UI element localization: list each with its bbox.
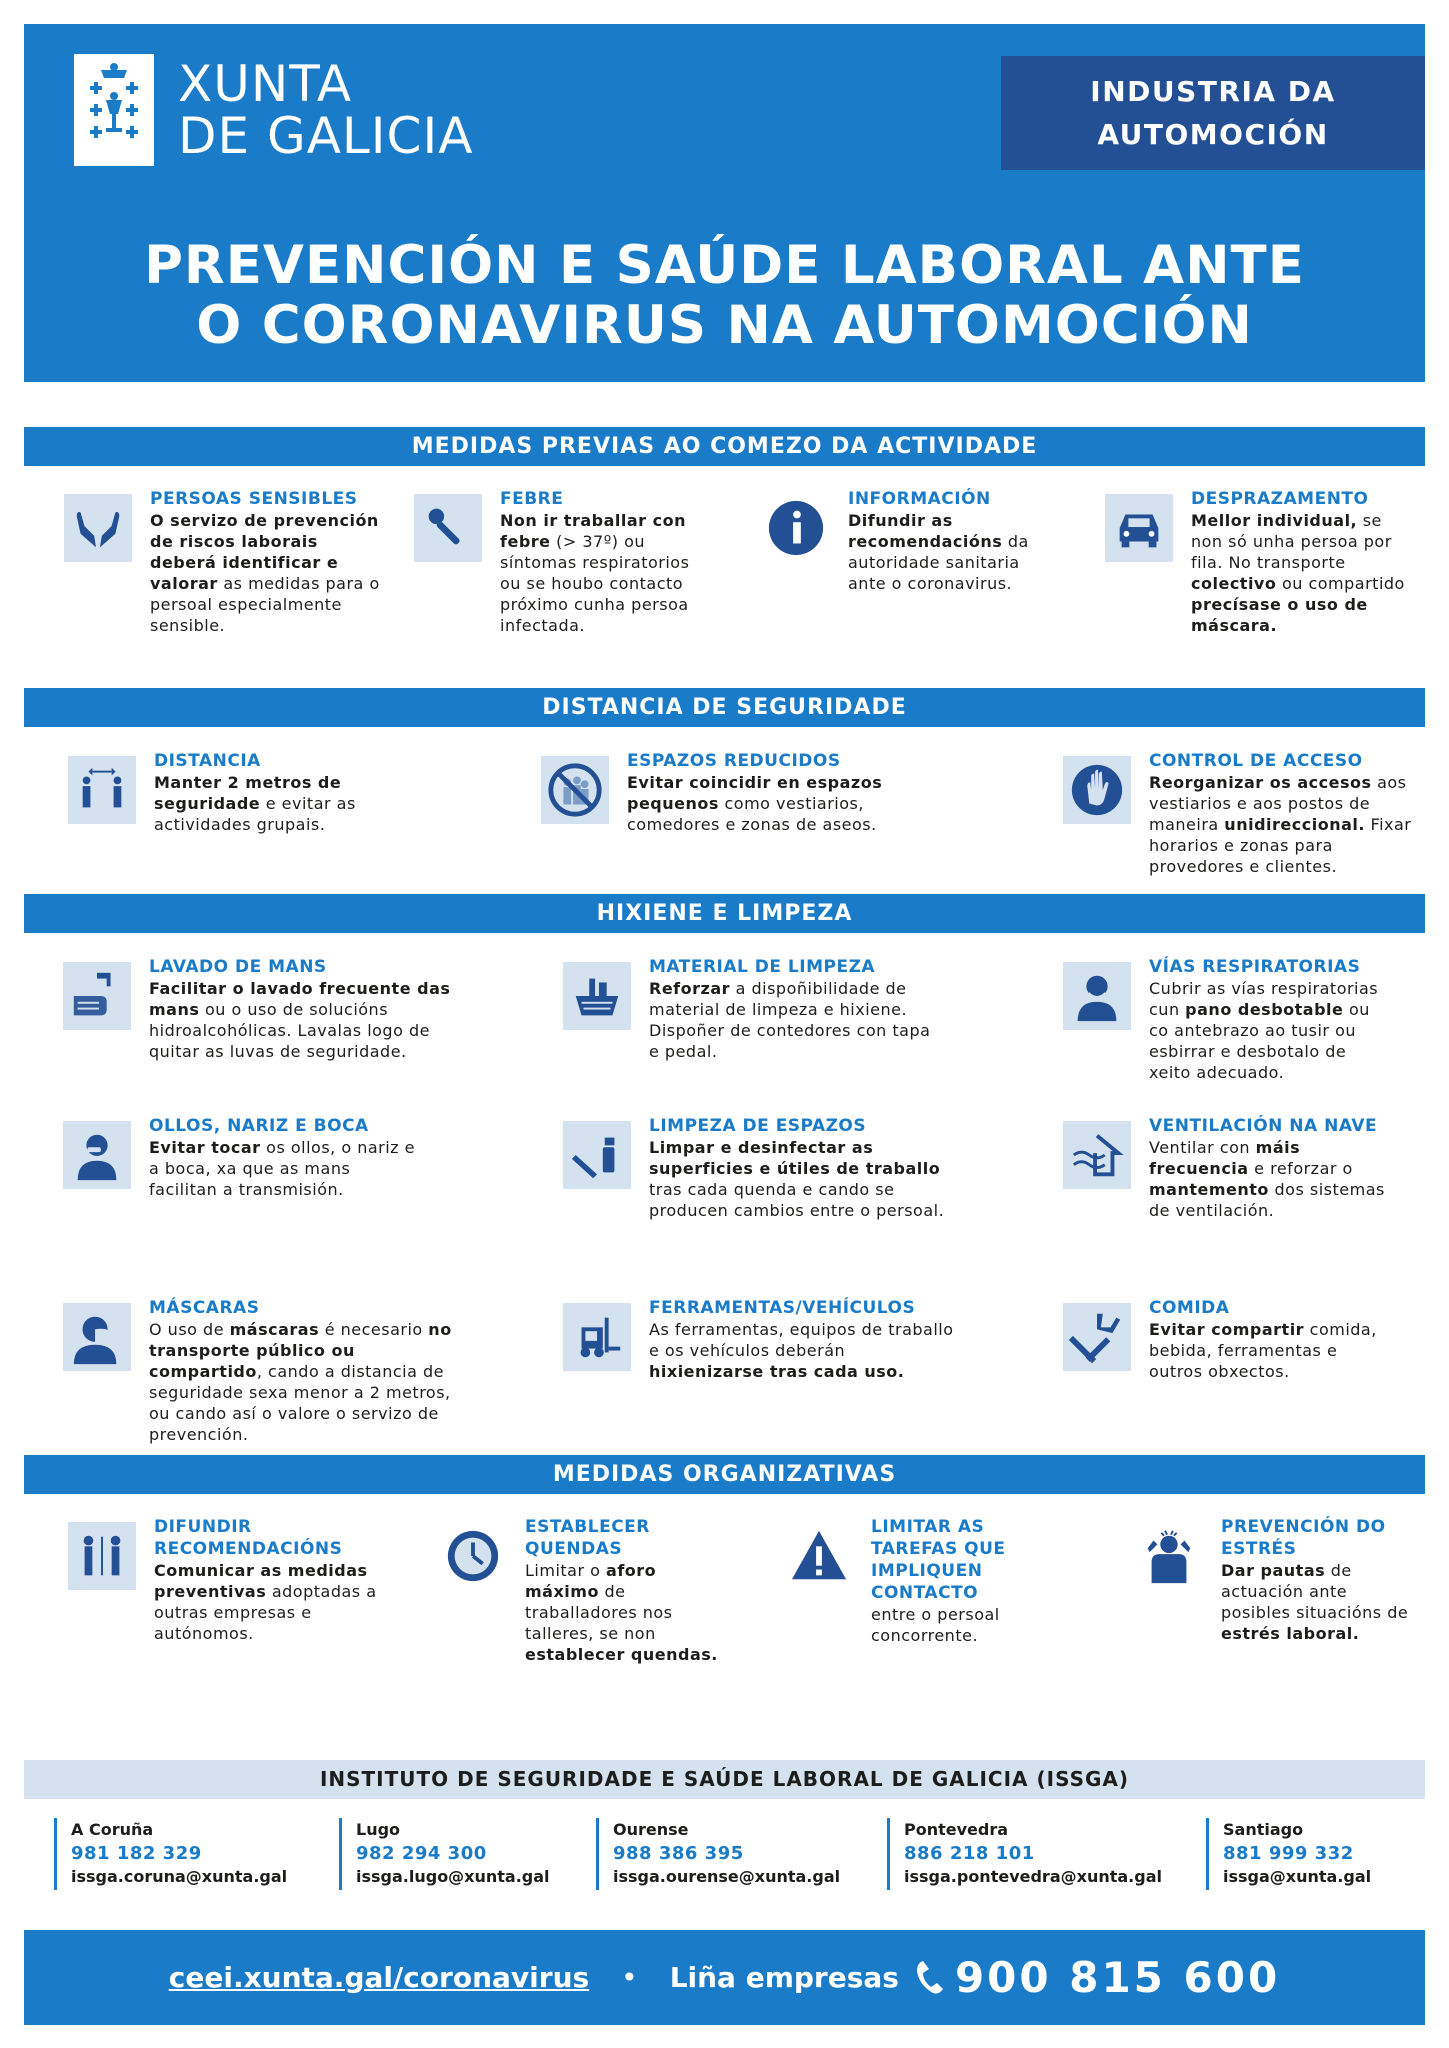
office-santiago — [1206, 1818, 1371, 1890]
item-text-bold: establecer quendas. — [525, 1645, 718, 1664]
stress-icon — [1135, 1522, 1203, 1590]
item-title: ESTABLECER QUENDAS — [525, 1517, 650, 1559]
item-text-bold: estrés laboral. — [1221, 1624, 1360, 1643]
brand-line-2: DE GALICIA — [178, 107, 474, 165]
item-ferramentas-vehiculos — [563, 1297, 963, 1382]
item-ollos-nariz-boca — [63, 1115, 423, 1200]
item-text: ou compartido — [1276, 574, 1405, 593]
item-text-bold: pano desbotable — [1185, 1000, 1344, 1019]
item-title: DESPRAZAMENTO — [1191, 489, 1369, 509]
section-heading-distancia: DISTANCIA DE SEGURIDADE — [24, 688, 1425, 727]
clock-icon — [439, 1522, 507, 1590]
spray-icon — [563, 1121, 631, 1189]
brand-name — [178, 55, 474, 165]
office-a-coruna — [54, 1818, 287, 1890]
item-text: adoptadas a outras empresas e autónomos. — [154, 1582, 377, 1643]
item-lavado-mans — [63, 956, 463, 1062]
xunta-logo — [74, 54, 473, 166]
item-title: OLLOS, NARIZ E BOCA — [149, 1116, 369, 1136]
item-text-bold: Evitar compartir — [1149, 1320, 1305, 1339]
item-title: VENTILACIÓN NA NAVE — [1149, 1116, 1378, 1136]
item-title: FERRAMENTAS/VEHÍCULOS — [649, 1298, 916, 1318]
info-icon — [762, 494, 830, 562]
item-text-bold: O servizo de prevención de riscos laborais deberá identificar e valorar — [150, 511, 379, 593]
item-espazos-reducidos — [541, 750, 911, 835]
item-title: LAVADO DE MANS — [149, 957, 327, 977]
item-text: dos sistemas de ventilación. — [1149, 1180, 1385, 1220]
phone-icon — [915, 1957, 945, 1999]
item-text-bold: colectivo — [1191, 574, 1277, 593]
item-title: DISTANCIA — [154, 751, 261, 771]
item-text-bold: aforo máximo — [525, 1561, 657, 1601]
item-text: de actuación ante posibles situacións de — [1221, 1561, 1409, 1622]
item-text: comida, bebida, ferramentas e outros obxectos. — [1149, 1320, 1377, 1381]
office-phone[interactable]: 982 294 300 — [356, 1843, 487, 1864]
item-title: PREVENCIÓN DO ESTRÉS — [1221, 1517, 1386, 1559]
item-informacion — [762, 488, 1052, 594]
item-text: tras cada quenda e cando se producen cambios entre o persoal. — [649, 1180, 945, 1220]
item-text-bold: Evitar tocar — [149, 1138, 261, 1157]
item-text-bold: Facilitar o lavado frecuente das mans — [149, 979, 451, 1019]
item-text-bold: Reforzar — [649, 979, 731, 998]
item-text: os ollos, o nariz e a boca, xa que as mans facilitan a transmisión. — [149, 1138, 416, 1199]
hands-icon — [64, 494, 132, 562]
item-text-bold: Mellor individual, — [1191, 511, 1358, 530]
office-email[interactable]: issga.lugo@xunta.gal — [356, 1867, 550, 1886]
item-title: FEBRE — [500, 489, 564, 509]
item-title: MATERIAL DE LIMPEZA — [649, 957, 876, 977]
item-desprazamento — [1105, 488, 1405, 636]
business-phone-number[interactable]: 900 815 600 — [954, 1953, 1281, 2002]
item-text: Limitar o — [525, 1561, 607, 1580]
coat-of-arms-icon — [74, 54, 154, 166]
item-text-bold: máscaras — [229, 1320, 320, 1339]
item-limitar-tarefas — [785, 1516, 1075, 1646]
warning-icon — [785, 1522, 853, 1590]
website-link[interactable]: ceei.xunta.gal/coronavirus — [168, 1961, 590, 1994]
sector-line-2: AUTOMOCIÓN — [1097, 118, 1329, 151]
office-city: Santiago — [1223, 1820, 1304, 1839]
item-text: Fixar horarios e zonas para provedores e clientes. — [1149, 815, 1412, 876]
office-phone[interactable]: 886 218 101 — [904, 1843, 1035, 1864]
item-text-bold: Comunicar as medidas preventivas — [154, 1561, 368, 1601]
cutlery-icon — [1063, 1303, 1131, 1371]
item-text: ou co antebrazo ao tusir ou esbirrar e desbotalo de xeito adecuado. — [1149, 1000, 1370, 1082]
item-text: Cubrir as vías respiratorias cun — [1149, 979, 1379, 1019]
thermometer-icon — [414, 494, 482, 562]
ventilation-icon — [1063, 1121, 1131, 1189]
face-touch-icon — [63, 1121, 131, 1189]
cleaning-basket-icon — [563, 962, 631, 1030]
sector-badge — [1001, 56, 1425, 170]
item-limpeza-espazos — [563, 1115, 963, 1221]
item-title: VÍAS RESPIRATORIAS — [1149, 957, 1361, 977]
office-email[interactable]: issga.pontevedra@xunta.gal — [904, 1867, 1162, 1886]
item-text: é necesario — [319, 1320, 429, 1339]
item-text: O uso de — [149, 1320, 230, 1339]
item-title: CONTROL DE ACCESO — [1149, 751, 1363, 771]
item-text: e evitar as actividades grupais. — [154, 794, 356, 834]
item-material-limpeza — [563, 956, 933, 1062]
item-text: ou o uso de solucións hidroalcohólicas. Lavalas logo de quitar as luvas de seguridade. — [149, 1000, 430, 1061]
item-text-bold: Reorganizar os accesos — [1149, 773, 1372, 792]
item-comida — [1063, 1297, 1393, 1382]
section-heading-medidas-previas: MEDIDAS PREVIAS AO COMEZO DA ACTIVIDADE — [24, 427, 1425, 466]
item-text: Ventilar con — [1149, 1138, 1256, 1157]
item-text: aos vestiarios e aos postos de maneira — [1149, 773, 1407, 834]
title-line-2: O CORONAVIRUS NA AUTOMOCIÓN — [196, 295, 1253, 356]
item-text: de traballadores nos talleres, se non — [525, 1582, 673, 1643]
section-heading-hixiene: HIXIENE E LIMPEZA — [24, 894, 1425, 933]
forklift-icon — [563, 1303, 631, 1371]
item-text-bold: máis frecuencia — [1149, 1138, 1301, 1178]
item-title: ESPAZOS REDUCIDOS — [627, 751, 841, 771]
item-distancia — [68, 750, 388, 835]
item-text: a dispoñibilidade de material de limpeza e hixiene. Dispoñer de contedores con tapa e pedal. — [649, 979, 931, 1061]
item-text: se non só unha persoa por fila. No transporte — [1191, 511, 1392, 572]
item-text: (> 37º) ou síntomas respiratorios ou se houbo contacto próximo cunha persoa infectada. — [500, 532, 690, 635]
item-prevencion-estres — [1135, 1516, 1415, 1644]
item-text: entre o persoal concorrente. — [871, 1605, 1000, 1645]
stop-hand-icon — [1063, 756, 1131, 824]
sector-line-1: INDUSTRIA DA — [1090, 75, 1336, 108]
item-text: e reforzar o — [1248, 1159, 1353, 1178]
item-text-bold: Manter 2 metros de seguridade — [154, 773, 342, 813]
cough-icon — [1063, 962, 1131, 1030]
item-text: , cando a distancia de seguridade sexa menor a 2 metros, ou cando así o valore o servizo de prevención. — [149, 1362, 451, 1444]
item-vias-respiratorias — [1063, 956, 1393, 1083]
item-text-bold: Dar pautas — [1221, 1561, 1326, 1580]
office-city: Pontevedra — [904, 1820, 1009, 1839]
office-phone[interactable]: 881 999 332 — [1223, 1843, 1354, 1864]
item-text-bold: hixienizarse tras cada uso. — [649, 1362, 905, 1381]
office-phone[interactable]: 981 182 329 — [71, 1843, 202, 1864]
crowd-prohibited-icon — [541, 756, 609, 824]
office-email[interactable]: issga.coruna@xunta.gal — [71, 1867, 288, 1886]
item-text-bold: Non ir traballar con febre — [500, 511, 686, 551]
car-icon — [1105, 494, 1173, 562]
item-ventilacion — [1063, 1115, 1403, 1221]
item-text-bold: Evitar coincidir en espazos pequenos — [627, 773, 883, 813]
header-banner — [24, 24, 1425, 382]
office-lugo — [339, 1818, 550, 1890]
people-distance-icon — [68, 756, 136, 824]
item-title: LIMPEZA DE ESPAZOS — [649, 1116, 867, 1136]
item-text: as medidas para o persoal especialmente sensible. — [150, 574, 380, 635]
item-text: As ferramentas, equipos de traballo e os vehículos deberán — [649, 1320, 954, 1360]
office-city: Lugo — [356, 1820, 401, 1839]
item-text-bold: mantemento — [1149, 1180, 1269, 1199]
item-title: DIFUNDIR RECOMENDACIÓNS — [154, 1517, 343, 1559]
item-establecer-quendas — [439, 1516, 729, 1665]
page-title — [24, 236, 1425, 356]
mask-icon — [63, 1303, 131, 1371]
item-text: como vestiarios, comedores e zonas de aseos. — [627, 794, 877, 834]
item-title: LIMITAR AS TAREFAS QUE IMPLIQUEN CONTACTO — [871, 1517, 1006, 1603]
office-phone[interactable]: 988 386 395 — [613, 1843, 744, 1864]
office-email[interactable]: issga.ourense@xunta.gal — [613, 1867, 841, 1886]
item-text: da autoridade sanitaria ante o coronavirus. — [848, 532, 1029, 593]
issga-heading: INSTITUTO DE SEGURIDADE E SAÚDE LABORAL DE GALICIA (ISSGA) — [24, 1760, 1425, 1799]
office-city: A Coruña — [71, 1820, 154, 1839]
brand-line-1: XUNTA — [178, 55, 353, 113]
item-febre — [414, 488, 704, 636]
item-title: MÁSCARAS — [149, 1298, 260, 1318]
item-title: COMIDA — [1149, 1298, 1230, 1318]
communication-icon — [68, 1522, 136, 1590]
item-text-bold: precísase o uso de máscara. — [1191, 595, 1368, 635]
item-text-bold: Difundir as recomendacións — [848, 511, 1003, 551]
office-email[interactable]: issga@xunta.gal — [1223, 1867, 1372, 1886]
office-pontevedra — [887, 1818, 1162, 1890]
handwash-icon — [63, 962, 131, 1030]
footer-banner — [24, 1930, 1425, 2025]
item-mascaras — [63, 1297, 473, 1445]
item-title: PERSOAS SENSIBLES — [150, 489, 358, 509]
title-line-1: PREVENCIÓN E SAÚDE LABORAL ANTE — [144, 235, 1305, 296]
item-text-bold: unidireccional. — [1224, 815, 1365, 834]
item-text-bold: Limpar e desinfectar as superficies e útiles de traballo — [649, 1138, 941, 1178]
item-title: INFORMACIÓN — [848, 489, 991, 509]
business-line-label: Liña empresas — [669, 1961, 899, 1994]
separator-dot: • — [621, 1961, 638, 1994]
section-heading-organizativas: MEDIDAS ORGANIZATIVAS — [24, 1455, 1425, 1494]
item-persoas-sensibles — [64, 488, 384, 636]
office-city: Ourense — [613, 1820, 689, 1839]
item-text-bold: no transporte público ou compartido — [149, 1320, 452, 1381]
item-control-acceso — [1063, 750, 1413, 877]
office-ourense — [596, 1818, 840, 1890]
item-difundir — [68, 1516, 388, 1644]
